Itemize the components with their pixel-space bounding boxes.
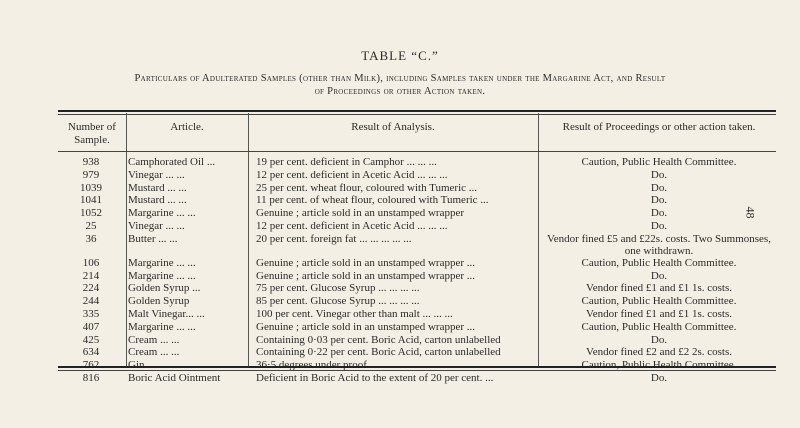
cell-number: 407 <box>82 320 100 333</box>
cell-result: Containing 0·03 per cent. Boric Acid, carton unlabelled <box>256 333 501 346</box>
cell-number: 1052 <box>80 207 102 220</box>
header-result: Result of Analysis. <box>351 121 435 133</box>
table-row <box>58 295 776 308</box>
table-row <box>58 169 776 182</box>
cell-article: Margarine ... ... <box>128 269 196 282</box>
cell-result: 20 per cent. foreign fat ... ... ... ... ... <box>256 232 412 245</box>
cell-proceedings: Caution, Public Health Committee. <box>581 295 737 308</box>
cell-article: Cream ... ... <box>128 333 180 346</box>
cell-result: Genuine ; article sold in an unstamped wrapper ... <box>256 320 476 333</box>
page-number: 48 <box>743 206 758 219</box>
header-article: Article. <box>170 121 204 133</box>
cell-result: 85 per cent. Glucose Syrup ... ... ... ... <box>256 295 420 308</box>
cell-article: Vinegar ... ... <box>128 168 185 181</box>
cell-number: 244 <box>82 295 100 308</box>
cell-number: 224 <box>82 282 100 295</box>
cell-proceedings: Vendor fined £1 and £1 1s. costs. <box>585 282 733 295</box>
table-row <box>58 346 776 359</box>
subtitle-line-2: of Proceedings or other Action taken. <box>314 86 486 97</box>
cell-number: 106 <box>82 256 100 269</box>
cell-article: Margarine ... ... <box>128 256 196 269</box>
table-row <box>58 233 776 257</box>
cell-proceedings: Caution, Public Health Committee. <box>581 156 737 168</box>
cell-article: Golden Syrup ... <box>128 282 201 295</box>
cell-result: Genuine ; article sold in an unstamped wrapper ... <box>256 256 476 269</box>
table-row <box>58 220 776 233</box>
cell-result: 11 per cent. of wheat flour, coloured with Tumeric ... <box>256 194 489 207</box>
cell-proceedings: Caution, Public Health Committee. <box>581 320 737 333</box>
subtitle-line-1: Particulars of Adulterated Samples (other than Milk), including Samples taken under the Margarine Act, and Result <box>134 73 666 84</box>
cell-article: Margarine ... ... <box>128 320 196 333</box>
cell-article: Margarine ... ... <box>128 207 196 220</box>
cell-proceedings: Do. <box>650 333 668 346</box>
cell-number: 25 <box>85 219 97 232</box>
cell-article: Butter ... ... <box>128 232 178 245</box>
cell-proceedings: Do. <box>650 371 668 384</box>
cell-proceedings: Caution, Public Health Committee. <box>581 359 737 372</box>
cell-article: Golden Syrup <box>128 295 190 308</box>
cell-article: Malt Vinegar... ... <box>128 307 205 320</box>
table-body <box>58 156 776 385</box>
cell-proceedings: Do. <box>650 168 668 181</box>
cell-number: 1041 <box>80 194 102 207</box>
cell-result: 12 per cent. deficient in Acetic Acid ... ... ... <box>256 168 448 181</box>
cell-number: 425 <box>82 333 100 346</box>
cell-result: Deficient in Boric Acid to the extent of 20 per cent. ... <box>256 371 494 384</box>
table-row <box>58 372 776 385</box>
cell-article: Vinegar ... ... <box>128 219 185 232</box>
cell-number: 634 <box>82 346 100 359</box>
cell-result: 19 per cent. deficient in Camphor ... ... ... <box>256 156 437 168</box>
cell-number: 762 <box>82 359 100 372</box>
cell-number: 214 <box>82 269 100 282</box>
cell-proceedings: Do. <box>650 181 668 194</box>
cell-result: 100 per cent. Vinegar other than malt ... ... ... <box>256 307 453 320</box>
cell-result: Genuine ; article sold in an unstamped wrapper ... <box>256 269 476 282</box>
table-row <box>58 334 776 347</box>
cell-article: Mustard ... ... <box>128 194 187 207</box>
cell-number: 979 <box>82 168 100 181</box>
cell-number: 816 <box>82 371 100 384</box>
cell-article: Gin ... ... ... <box>128 359 178 372</box>
cell-number: 1039 <box>80 181 102 194</box>
table-title: TABLE “C.” <box>361 48 439 63</box>
cell-result: 25 per cent. wheat flour, coloured with Tumeric ... <box>256 181 478 194</box>
table-row <box>58 308 776 321</box>
header-rule <box>58 151 776 152</box>
cell-result: 12 per cent. deficient in Acetic Acid ... ... ... <box>256 219 448 232</box>
top-rule <box>58 110 776 115</box>
cell-proceedings: Do. <box>650 219 668 232</box>
cell-proceedings: Vendor fined £2 and £2 2s. costs. <box>585 346 733 359</box>
table-row <box>58 282 776 295</box>
cell-result: 75 per cent. Glucose Syrup ... ... ... ... <box>256 282 420 295</box>
cell-article: Mustard ... ... <box>128 181 187 194</box>
table-row <box>58 321 776 334</box>
cell-article: Camphorated Oil ... <box>128 156 216 168</box>
cell-proceedings: Do. <box>650 207 668 220</box>
cell-article: Cream ... ... <box>128 346 180 359</box>
bottom-rule <box>58 366 776 371</box>
cell-result: Genuine ; article sold in an unstamped wrapper <box>256 207 465 220</box>
cell-proceedings: Caution, Public Health Committee. <box>581 256 737 269</box>
table-row <box>58 270 776 283</box>
table-row <box>58 257 776 270</box>
cell-article: Boric Acid Ointment <box>128 371 221 384</box>
table-subtitle <box>40 72 760 98</box>
cell-number: 335 <box>82 307 100 320</box>
cell-proceedings: Do. <box>650 269 668 282</box>
header-proceedings: Result of Proceedings or other action taken. <box>562 121 756 133</box>
cell-result: Containing 0·22 per cent. Boric Acid, carton unlabelled <box>256 346 501 359</box>
table-row <box>58 156 776 169</box>
cell-number: 36 <box>85 232 97 245</box>
table-row <box>58 207 776 220</box>
cell-proceedings: Vendor fined £1 and £1 1s. costs. <box>585 307 733 320</box>
header-number: Number of Sample. <box>68 121 116 146</box>
cell-proceedings: Vendor fined £5 and £22s. costs. Two Summonses, one withdrawn. <box>547 232 771 257</box>
cell-proceedings: Do. <box>650 194 668 207</box>
table-row <box>58 182 776 195</box>
cell-result: 36·5 degrees under proof ... ... ... ... <box>256 359 411 372</box>
cell-number: 938 <box>82 156 100 168</box>
table-row <box>58 194 776 207</box>
